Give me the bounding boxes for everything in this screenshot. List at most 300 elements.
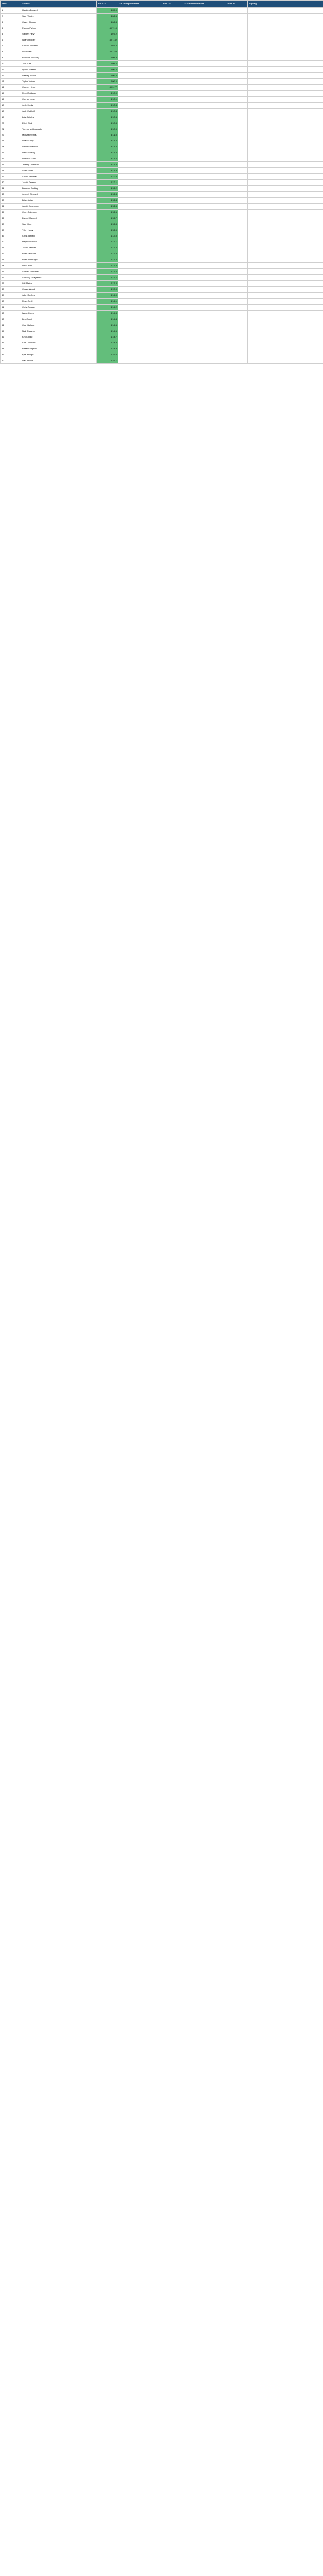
table-row[interactable] [1,91,323,97]
table-row[interactable] [1,275,323,281]
improvement-13-14-cell [118,120,162,126]
column-header[interactable]: 14-15 Improvement [183,1,226,8]
table-row[interactable] [1,31,323,37]
time-2016-17-cell [226,168,248,174]
improvement-13-14-cell [118,109,162,114]
time-2015-16-cell [162,67,183,73]
improvement-13-14-cell [118,186,162,192]
improvement-13-14-cell [118,287,162,293]
table-row[interactable] [1,180,323,186]
rank-cell: 51 [1,305,21,311]
time-2015-16-cell [162,328,183,334]
time-2013-14-cell: 4:09.77 [97,85,118,91]
table-row[interactable] [1,281,323,287]
improvement-13-14-cell [118,311,162,316]
table-row[interactable] [1,210,323,215]
rank-cell: 55 [1,328,21,334]
signing-cell [248,334,323,340]
time-2013-14-cell: 4:13.2 [97,245,118,251]
table-row[interactable] [1,174,323,180]
table-row[interactable] [1,168,323,174]
improvement-14-15-cell [183,263,226,269]
table-row[interactable] [1,257,323,263]
table-row[interactable] [1,120,323,126]
table-row[interactable] [1,85,323,91]
table-row[interactable] [1,311,323,316]
time-2015-16-cell [162,227,183,233]
time-2013-14-cell: 4:13.4 [97,257,118,263]
time-2013-14-cell: 4:14.0 [97,293,118,299]
time-2015-16-cell [162,334,183,340]
signing-cell [248,358,323,364]
athlete-cell: Reed Sullivan [21,91,97,97]
time-2013-14-cell: 4:12.3 [97,192,118,198]
time-2013-14-cell: 4:13.9 [97,287,118,293]
signing-cell [248,19,323,25]
table-row[interactable] [1,14,323,19]
rank-cell: 31 [1,186,21,192]
table-row[interactable] [1,316,323,322]
rank-cell: 30 [1,180,21,186]
ranking-table [0,0,323,364]
time-2013-14-cell: 4:10.4 [97,109,118,114]
signing-cell [248,299,323,305]
table-row[interactable] [1,305,323,311]
table-row[interactable] [1,79,323,85]
signing-cell [248,8,323,14]
time-2015-16-cell [162,346,183,352]
time-2016-17-cell [226,156,248,162]
time-2016-17-cell [226,97,248,103]
time-2015-16-cell [162,233,183,239]
improvement-14-15-cell [183,103,226,109]
improvement-13-14-cell [118,305,162,311]
improvement-14-15-cell [183,91,226,97]
athlete-cell: Tommy McDonough [21,126,97,132]
signing-cell [248,168,323,174]
time-2016-17-cell [226,239,248,245]
athlete-cell: Cooper Williams [21,43,97,49]
time-2013-14-cell: 4:07.58 [97,49,118,55]
time-2013-14-cell: 4:15.1 [97,358,118,364]
table-row[interactable] [1,144,323,150]
rank-cell: 56 [1,334,21,340]
table-row[interactable] [1,334,323,340]
improvement-14-15-cell [183,73,226,79]
signing-cell [248,31,323,37]
athlete-cell: Ivan Arriola [21,358,97,364]
improvement-13-14-cell [118,257,162,263]
time-2016-17-cell [226,67,248,73]
table-row[interactable] [1,162,323,168]
table-row[interactable] [1,346,323,352]
column-header[interactable]: 2016-17 [226,1,248,8]
signing-cell [248,138,323,144]
table-row[interactable] [1,126,323,132]
time-2013-14-cell: 4:14.1 [97,299,118,305]
table-row[interactable] [1,204,323,210]
time-2013-14-cell: 4:14.7 [97,334,118,340]
improvement-14-15-cell [183,37,226,43]
table-row[interactable] [1,328,323,334]
time-2016-17-cell [226,186,248,192]
rank-cell: 49 [1,293,21,299]
athlete-cell: Josh Hardy [21,103,97,109]
improvement-14-15-cell [183,31,226,37]
rank-cell: 42 [1,251,21,257]
improvement-14-15-cell [183,85,226,91]
table-row[interactable] [1,340,323,346]
table-row[interactable] [1,227,323,233]
improvement-14-15-cell [183,114,226,120]
rank-cell: 24 [1,144,21,150]
column-header[interactable]: 13-14 Improvement [118,1,162,8]
athlete-cell: Jack Kite [21,61,97,67]
time-2016-17-cell [226,31,248,37]
table-row[interactable] [1,43,323,49]
improvement-13-14-cell [118,233,162,239]
table-row[interactable] [1,114,323,120]
athlete-cell: Luke Bond [21,263,97,269]
improvement-13-14-cell [118,126,162,132]
time-2013-14-cell: 4:11.8 [97,162,118,168]
column-header[interactable]: Athlete [21,1,97,8]
time-2016-17-cell [226,37,248,43]
improvement-14-15-cell [183,192,226,198]
table-row[interactable] [1,8,323,14]
time-2015-16-cell [162,43,183,49]
improvement-13-14-cell [118,215,162,221]
signing-cell [248,120,323,126]
time-2015-16-cell [162,275,183,281]
table-row[interactable] [1,215,323,221]
table-row[interactable] [1,221,323,227]
time-2015-16-cell [162,31,183,37]
table-row[interactable] [1,251,323,257]
table-row[interactable] [1,19,323,25]
improvement-14-15-cell [183,322,226,328]
signing-cell [248,210,323,215]
rank-cell: 25 [1,150,21,156]
time-2015-16-cell [162,156,183,162]
time-2013-14-cell: 4:14.6 [97,328,118,334]
signing-cell [248,352,323,358]
rank-cell: 39 [1,233,21,239]
time-2016-17-cell [226,346,248,352]
improvement-13-14-cell [118,227,162,233]
improvement-13-14-cell [118,322,162,328]
rank-cell: 20 [1,120,21,126]
time-2013-14-cell: 4:11.4 [97,144,118,150]
improvement-13-14-cell [118,61,162,67]
time-2016-17-cell [226,263,248,269]
time-2015-16-cell [162,340,183,346]
signing-cell [248,328,323,334]
time-2016-17-cell [226,316,248,322]
athlete-cell: Kyle Phillips [21,352,97,358]
table-row[interactable] [1,245,323,251]
athlete-cell: Joseph Steward [21,192,97,198]
time-2013-14-cell: 4:13.6 [97,269,118,275]
time-2015-16-cell [162,55,183,61]
time-2013-14-cell: 4:12.0 [97,174,118,180]
time-2013-14-cell: 4:08.6 [97,61,118,67]
table-row[interactable] [1,322,323,328]
athlete-cell: Blake Lampton [21,346,97,352]
time-2013-14-cell: 4:12.2 [97,186,118,192]
improvement-14-15-cell [183,168,226,174]
signing-cell [248,37,323,43]
improvement-13-14-cell [118,180,162,186]
time-2015-16-cell [162,186,183,192]
improvement-13-14-cell [118,114,162,120]
rank-cell: 58 [1,346,21,352]
athlete-cell: Hayden Gonser [21,239,97,245]
improvement-14-15-cell [183,346,226,352]
signing-cell [248,91,323,97]
time-2015-16-cell [162,61,183,67]
time-2016-17-cell [226,126,248,132]
athlete-cell: Ryan Smith [21,299,97,305]
improvement-14-15-cell [183,269,226,275]
time-2016-17-cell [226,251,248,257]
time-2013-14-cell: 4:07.10 [97,25,118,31]
time-2016-17-cell [226,19,248,25]
rank-cell: 7 [1,43,21,49]
time-2013-14-cell: 4:09.6 [97,79,118,85]
table-row[interactable] [1,73,323,79]
time-2013-14-cell: 4:11.0 [97,132,118,138]
time-2015-16-cell [162,322,183,328]
rank-cell: 48 [1,287,21,293]
time-2016-17-cell [226,305,248,311]
athlete-cell: Anthony Guagliardo [21,275,97,281]
improvement-14-15-cell [183,126,226,132]
time-2013-14-cell: 4:10.5 [97,114,118,120]
time-2015-16-cell [162,97,183,103]
improvement-14-15-cell [183,61,226,67]
table-row[interactable] [1,37,323,43]
table-row[interactable] [1,287,323,293]
time-2015-16-cell [162,293,183,299]
improvement-13-14-cell [118,67,162,73]
time-2015-16-cell [162,109,183,114]
improvement-14-15-cell [183,55,226,61]
athlete-cell: Brandon Gatling [21,186,97,192]
time-2016-17-cell [226,85,248,91]
time-2015-16-cell [162,126,183,132]
table-row[interactable] [1,358,323,364]
time-2015-16-cell [162,204,183,210]
improvement-14-15-cell [183,8,226,14]
improvement-14-15-cell [183,174,226,180]
time-2016-17-cell [226,233,248,239]
improvement-13-14-cell [118,162,162,168]
athlete-cell: Hayden Boswell [21,8,97,14]
time-2016-17-cell [226,79,248,85]
rank-cell: 41 [1,245,21,251]
improvement-14-15-cell [183,334,226,340]
rank-cell: 32 [1,192,21,198]
signing-cell [248,49,323,55]
signing-cell [248,340,323,346]
table-row[interactable] [1,61,323,67]
improvement-13-14-cell [118,156,162,162]
time-2013-14-cell: 4:12.4 [97,198,118,204]
improvement-13-14-cell [118,346,162,352]
rank-cell: 53 [1,316,21,322]
improvement-13-14-cell [118,55,162,61]
improvement-14-15-cell [183,275,226,281]
athlete-cell: Dan Geoffroy [21,150,97,156]
improvement-13-14-cell [118,97,162,103]
table-row[interactable] [1,103,323,109]
time-2016-17-cell [226,150,248,156]
table-row[interactable] [1,293,323,299]
improvement-14-15-cell [183,215,226,221]
rank-cell: 15 [1,91,21,97]
rank-cell: 50 [1,299,21,305]
table-row[interactable] [1,233,323,239]
signing-cell [248,79,323,85]
time-2013-14-cell: 4:14.2 [97,305,118,311]
time-2016-17-cell [226,109,248,114]
rank-cell: 36 [1,215,21,221]
rank-cell: 33 [1,198,21,204]
improvement-13-14-cell [118,263,162,269]
athlete-cell: Tyler Henry [21,227,97,233]
signing-cell [248,55,323,61]
signing-cell [248,186,323,192]
athlete-cell: Lee Sherr [21,49,97,55]
table-row[interactable] [1,156,323,162]
time-2016-17-cell [226,293,248,299]
signing-cell [248,25,323,31]
athlete-cell: Patrick Parker [21,25,97,31]
signing-cell [248,198,323,204]
time-2015-16-cell [162,251,183,257]
improvement-14-15-cell [183,352,226,358]
time-2013-14-cell: 4:09.2 [97,67,118,73]
improvement-13-14-cell [118,334,162,340]
time-2013-14-cell: 4:13.8 [97,281,118,287]
table-row[interactable] [1,263,323,269]
rank-cell: 13 [1,79,21,85]
time-2016-17-cell [226,43,248,49]
time-2016-17-cell [226,287,248,293]
time-2016-17-cell [226,120,248,126]
table-row[interactable] [1,239,323,245]
table-row[interactable] [1,138,323,144]
table-row[interactable] [1,150,323,156]
improvement-13-14-cell [118,31,162,37]
table-row[interactable] [1,97,323,103]
athlete-cell: Sam Hinz [21,221,97,227]
improvement-14-15-cell [183,138,226,144]
time-2013-14-cell: 4:11.5 [97,150,118,156]
time-2015-16-cell [162,210,183,215]
table-row[interactable] [1,198,323,204]
column-header[interactable]: 2015-16 [162,1,183,8]
time-2013-14-cell: 4:06.6 [97,14,118,19]
improvement-14-15-cell [183,281,226,287]
table-row[interactable] [1,352,323,358]
time-2016-17-cell [226,8,248,14]
rank-cell: 11 [1,67,21,73]
rank-cell: 21 [1,126,21,132]
athlete-cell: Quinn Koester [21,67,97,73]
improvement-13-14-cell [118,198,162,204]
table-row[interactable] [1,132,323,138]
column-header[interactable]: Signing [248,1,323,8]
athlete-cell: Kirk Gerlitz [21,334,97,340]
improvement-14-15-cell [183,311,226,316]
time-2016-17-cell [226,73,248,79]
rank-cell: 9 [1,55,21,61]
improvement-13-14-cell [118,138,162,144]
time-2013-14-cell: 4:14.4 [97,316,118,322]
time-2015-16-cell [162,287,183,293]
time-2016-17-cell [226,180,248,186]
time-2013-14-cell: 4:09.4 [97,73,118,79]
column-header[interactable]: Rank [1,1,21,8]
rank-cell: 27 [1,162,21,168]
signing-cell [248,109,323,114]
time-2015-16-cell [162,198,183,204]
rank-cell: 16 [1,97,21,103]
table-row[interactable] [1,192,323,198]
athlete-cell: Sam Worley [21,14,97,19]
table-row[interactable] [1,109,323,114]
time-2015-16-cell [162,263,183,269]
time-2016-17-cell [226,174,248,180]
time-2015-16-cell [162,281,183,287]
table-row[interactable] [1,25,323,31]
table-row[interactable] [1,49,323,55]
time-2013-14-cell: 4:13.1 [97,239,118,245]
improvement-14-15-cell [183,287,226,293]
time-2015-16-cell [162,305,183,311]
time-2015-16-cell [162,168,183,174]
time-2013-14-cell: 4:07.32 [97,37,118,43]
table-row[interactable] [1,299,323,305]
time-2013-14-cell: 4:12.7 [97,215,118,221]
time-2013-14-cell: 4:10.3 [97,103,118,109]
table-row[interactable] [1,186,323,192]
time-2015-16-cell [162,14,183,19]
rank-cell: 52 [1,311,21,316]
signing-cell [248,43,323,49]
table-row[interactable] [1,67,323,73]
table-row[interactable] [1,55,323,61]
column-header[interactable]: 2013-14 [97,1,118,8]
signing-cell [248,281,323,287]
table-row[interactable] [1,269,323,275]
improvement-14-15-cell [183,109,226,114]
time-2013-14-cell: 4:10.0 [97,91,118,97]
rank-cell: 18 [1,109,21,114]
rank-cell: 46 [1,275,21,281]
improvement-14-15-cell [183,316,226,322]
rank-cell: 8 [1,49,21,55]
improvement-14-15-cell [183,198,226,204]
time-2015-16-cell [162,25,183,31]
time-2013-14-cell: 4:12.6 [97,210,118,215]
signing-cell [248,269,323,275]
time-2016-17-cell [226,49,248,55]
signing-cell [248,85,323,91]
improvement-13-14-cell [118,251,162,257]
